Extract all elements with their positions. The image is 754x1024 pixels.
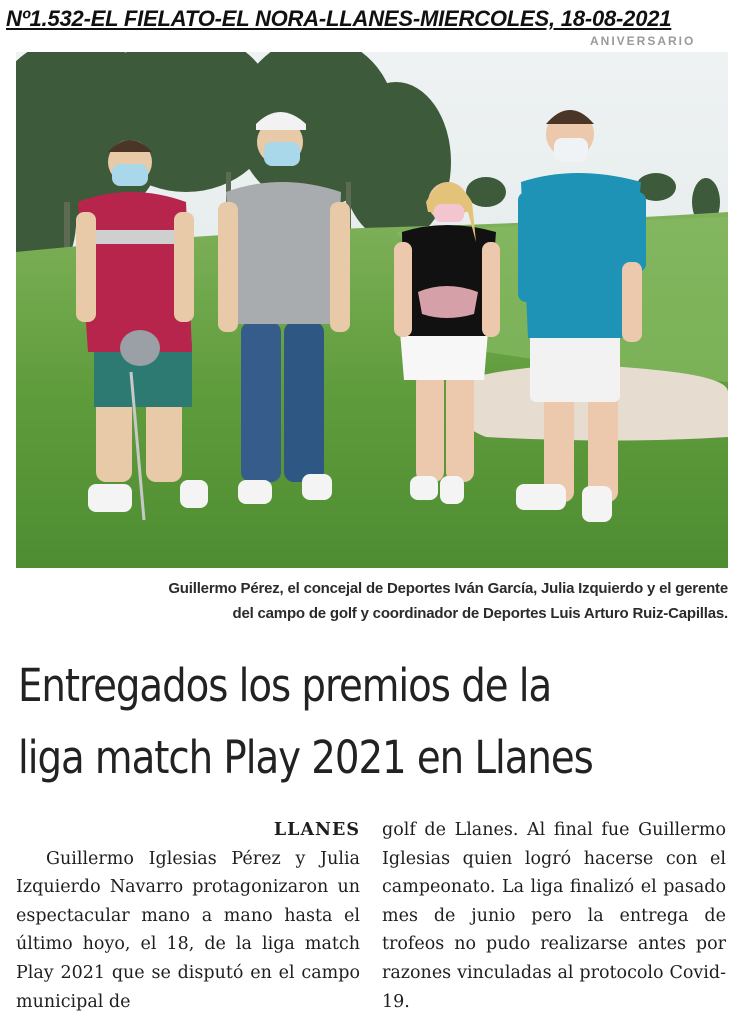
caption-line-1: Guillermo Pérez, el concejal de Deportes Iván García, Julia Izquierdo y el gerente: [168, 580, 728, 597]
article-column-2: [382, 816, 726, 1016]
headline-line-2: liga match Play 2021 en Llanes: [18, 731, 593, 784]
headline-line-1: Entregados los premios de la: [18, 659, 552, 712]
caption-line-2: del campo de golf y coordinador de Deportes Luis Arturo Ruiz-Capillas.: [232, 605, 728, 622]
bleed-through-text: ANIVERSARIO: [590, 34, 696, 48]
article-paragraph-2: golf de Llanes. Al final fue Guillermo Iglesias quien logró hacerse con el campeonato. La liga finalizó el pasado mes de junio pero la entrega de trofeos no pudo realizarse antes por razones vinculadas al protocolo Covid-19.: [382, 820, 726, 1012]
article-headline: [18, 650, 637, 794]
article-paragraph-1: Guillermo Iglesias Pérez y Julia Izquierdo Navarro protagonizaron un espectacular mano a mano hasta el último hoyo, el 18, de la liga match Play 2021 que se disputó en el campo municipal de: [16, 848, 360, 1012]
newspaper-header: Nº1.532-EL FIELATO-EL NORA-LLANES-MIERCOLES, 18-08-2021: [6, 6, 672, 31]
article-photo: [16, 52, 728, 568]
article-column-1: [16, 816, 360, 1016]
photo-caption: [16, 576, 728, 626]
golf-course-photo: [16, 52, 728, 568]
dateline: LLANES: [273, 820, 360, 840]
